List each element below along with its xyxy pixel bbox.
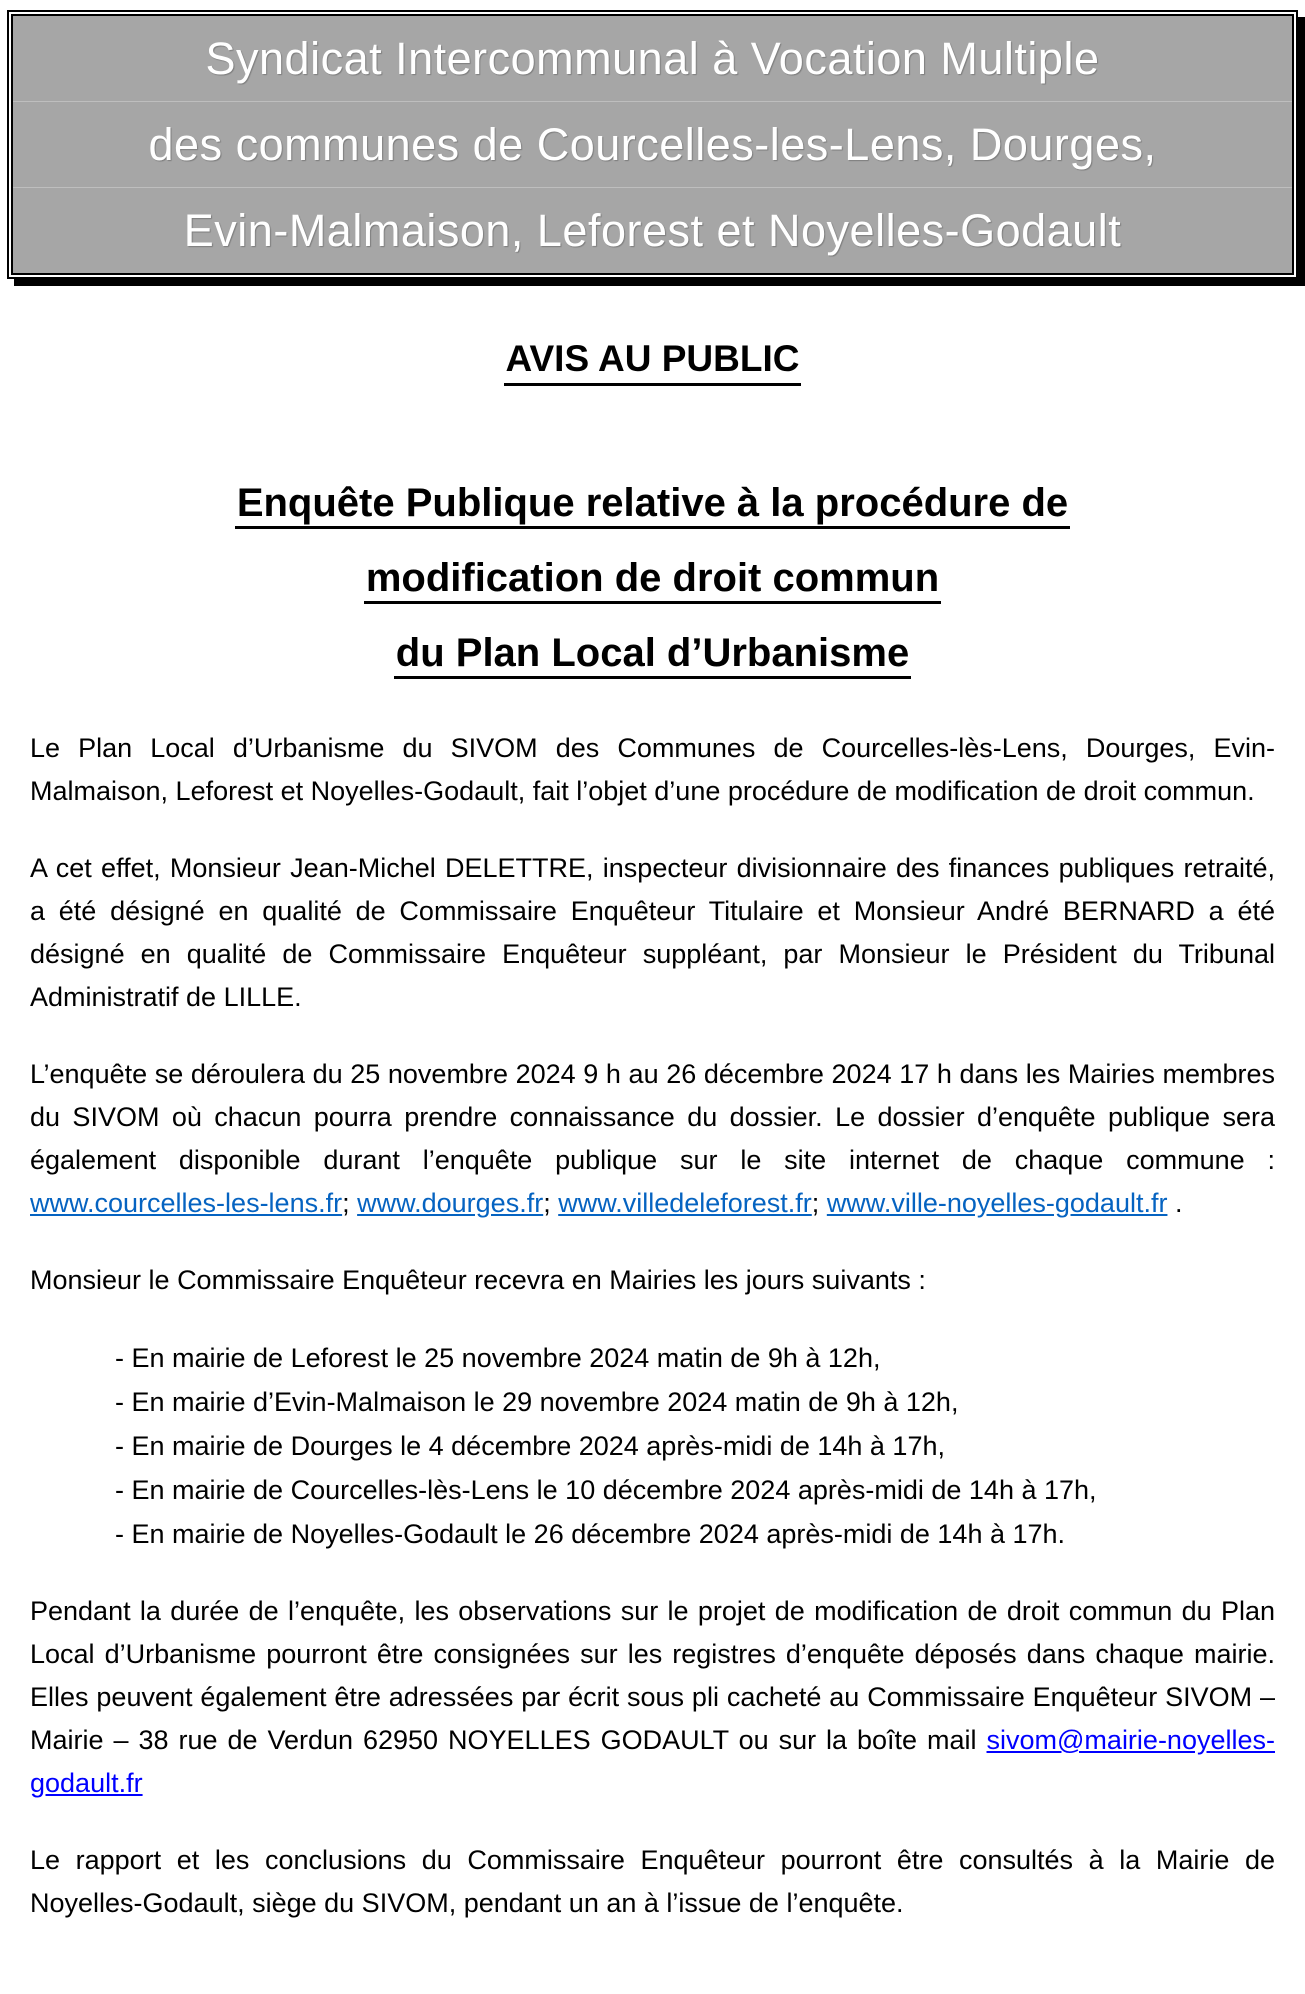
paragraph-deroulement: [30, 1053, 1275, 1225]
banner-line-2: des communes de Courcelles-les-Lens, Dourges,: [13, 101, 1292, 187]
schedule-item: - En mairie de Dourges le 4 décembre 2024 après-midi de 14h à 17h,: [115, 1431, 945, 1461]
sivom-banner-inner: [11, 14, 1294, 275]
banner-line-3: Evin-Malmaison, Leforest et Noyelles-Godault: [13, 187, 1292, 273]
enquete-title-line-1: Enquête Publique relative à la procédure de: [0, 470, 1305, 545]
avis-au-public-title: [0, 336, 1305, 390]
deroulement-text: L’enquête se déroulera du 25 novembre 2024 9 h au 26 décembre 2024 17 h dans les Mairies membres du SIVOM où chacun pourra prendre connaissance du dossier. Le dossier d’enquête publique sera également disponible durant l’enquête publique sur le site internet de chaque commune :: [30, 1059, 1275, 1175]
deroulement-end: .: [1167, 1188, 1183, 1218]
enquete-title-line-3: du Plan Local d’Urbanisme: [0, 620, 1305, 695]
notice-body: [0, 695, 1305, 1925]
avis-au-public-text: AVIS AU PUBLIC: [504, 338, 802, 386]
paragraph-observations: [30, 1590, 1275, 1805]
paragraph-permanences-intro: Monsieur le Commissaire Enquêteur recevra en Mairies les jours suivants :: [30, 1265, 926, 1295]
link-dourges[interactable]: www.dourges.fr: [357, 1188, 544, 1218]
link-separator: ;: [342, 1188, 358, 1218]
sivom-banner: [7, 10, 1298, 279]
paragraph-rapport: Le rapport et les conclusions du Commissaire Enquêteur pourront être consultés à la Mairie de Noyelles-Godault, siège du SIVOM, pendant un an à l’issue de l’enquête.: [30, 1845, 1275, 1918]
paragraph-commissaires: A cet effet, Monsieur Jean-Michel DELETTRE, inspecteur divisionnaire des finances publiques retraité, a été désigné en qualité de Commissaire Enquêteur Titulaire et Monsieur André BERNARD a été désigné en qualité de Commissaire Enquêteur suppléant, par Monsieur le Président du Tribunal Administratif de LILLE.: [30, 853, 1275, 1012]
schedule-item: - En mairie de Courcelles-lès-Lens le 10 décembre 2024 après-midi de 14h à 17h,: [115, 1475, 1097, 1505]
observations-text: Pendant la durée de l’enquête, les observations sur le projet de modification de droit commun du Plan Local d’Urbanisme pourront être consignées sur les registres d’enquête déposés dans chaque mairie. Elles peuvent également être adressées par écrit sous pli cacheté au Commissaire Enquêteur SIVOM – Mairie – 38 rue de Verdun 62950 NOYELLES GODAULT ou sur la boîte mail: [30, 1596, 1275, 1755]
link-separator: ;: [811, 1188, 827, 1218]
enquete-title-line-2: modification de droit commun: [0, 545, 1305, 620]
link-courcelles[interactable]: www.courcelles-les-lens.fr: [30, 1188, 343, 1218]
paragraph-intro: Le Plan Local d’Urbanisme du SIVOM des Communes de Courcelles-lès-Lens, Dourges, Evin-Malmaison, Leforest et Noyelles-Godault, fait l’objet d’une procédure de modification de droit commun.: [30, 733, 1275, 806]
enquete-title: [0, 470, 1305, 695]
link-separator: ;: [543, 1188, 559, 1218]
link-email-sivom[interactable]: sivom@mairie-noyelles-godault.fr: [30, 1725, 1275, 1798]
schedule-item: - En mairie d’Evin-Malmaison le 29 novembre 2024 matin de 9h à 12h,: [115, 1387, 959, 1417]
link-leforest[interactable]: www.villedeleforest.fr: [558, 1188, 812, 1218]
schedule-item: - En mairie de Leforest le 25 novembre 2024 matin de 9h à 12h,: [115, 1343, 881, 1373]
link-noyelles-godault[interactable]: www.ville-noyelles-godault.fr: [826, 1188, 1168, 1218]
schedule-item: - En mairie de Noyelles-Godault le 26 décembre 2024 après-midi de 14h à 17h.: [115, 1519, 1066, 1549]
banner-line-1: Syndicat Intercommunal à Vocation Multiple: [205, 33, 1100, 84]
schedule-list: [115, 1336, 1275, 1556]
